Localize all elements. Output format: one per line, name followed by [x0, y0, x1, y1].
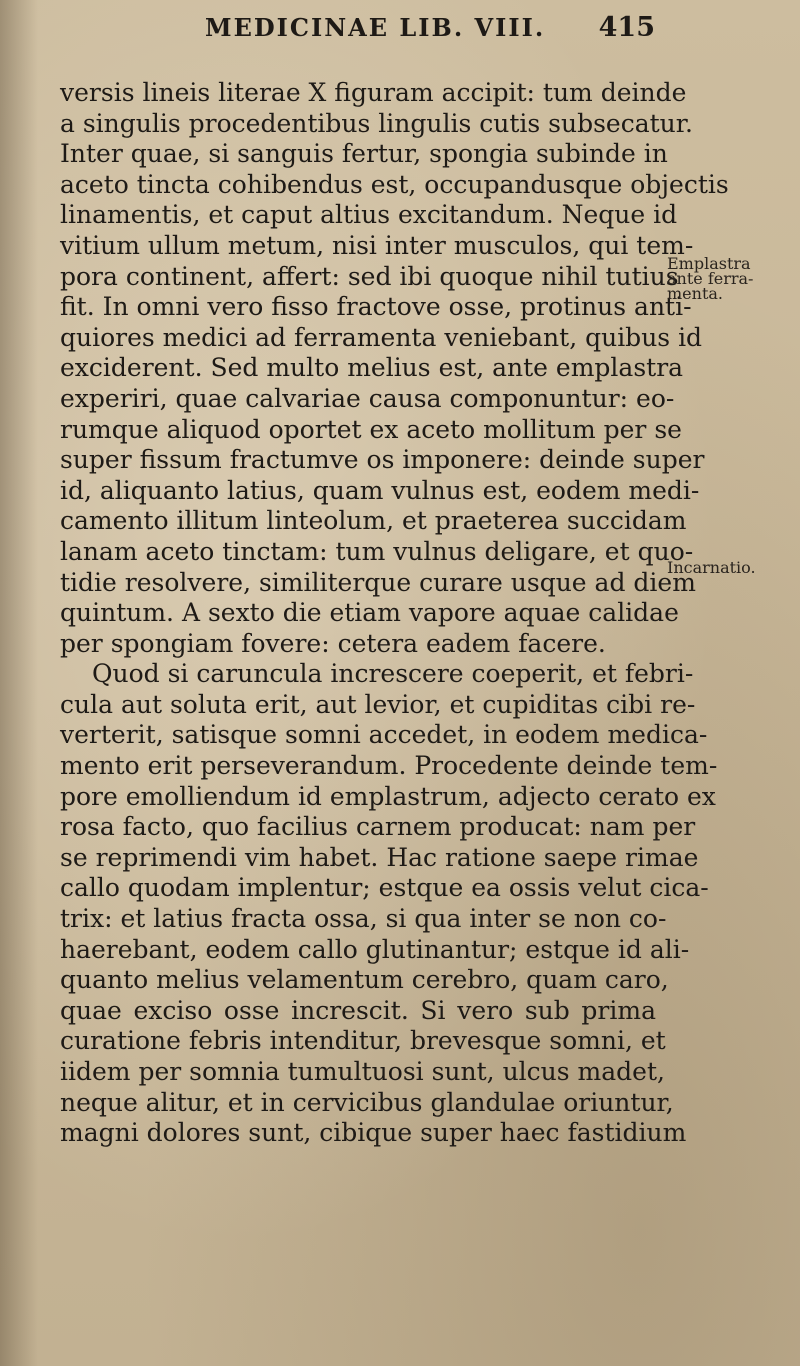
- text-line: quae exciso osse increscit. Si vero sub prima: [60, 995, 656, 1025]
- margin-note-emplastra: [667, 256, 797, 301]
- text-line: versis lineis literae X figuram accipit: tum deinde: [60, 78, 687, 107]
- text-line: verterit, satisque somni accedet, in eodem medica-: [60, 720, 708, 750]
- text-line: Inter quae, si sanguis fertur, spongia subinde in: [60, 139, 668, 169]
- margin-note-line: menta.: [667, 284, 723, 303]
- text-line: mento erit perseverandum. Procedente deinde tem-: [60, 751, 718, 781]
- paragraph-start-line: Quod si caruncula increscere coeperit, et febri-: [92, 659, 694, 689]
- margin-note-incarnatio: [667, 560, 797, 575]
- text-line: cula aut soluta erit, aut levior, et cupiditas cibi re-: [60, 689, 696, 719]
- text-line: rumque aliquod oportet ex aceto mollitum per se: [60, 414, 682, 444]
- text-line: iidem per somnia tumultuosi sunt, ulcus madet,: [60, 1057, 665, 1086]
- text-line: super fissum fractumve os imponere: deinde super: [60, 445, 705, 475]
- text-line: linamentis, et caput altius excitandum. Neque id: [60, 200, 678, 230]
- text-line: neque alitur, et in cervicibus glandulae oriuntur,: [60, 1087, 674, 1117]
- text-line: pore emolliendum id emplastrum, adjecto cerato ex: [60, 781, 716, 811]
- text-line: se reprimendi vim habet. Hac ratione saepe rimae: [60, 842, 699, 872]
- text-line: quintum. A sexto die etiam vapore aquae calidae: [60, 598, 679, 628]
- text-line: aceto tincta cohibendus est, occupandusque objectis: [60, 169, 729, 199]
- text-line: fit. In omni vero fisso fractove osse, protinus anti-: [60, 292, 692, 322]
- text-line: quanto melius velamentum cerebro, quam caro,: [60, 965, 669, 995]
- gutter-shadow: [0, 0, 38, 1366]
- running-head: [205, 12, 655, 43]
- text-line: pora continent, affert: sed ibi quoque nihil tutius: [60, 261, 679, 291]
- text-line: experiri, quae calvariae causa componuntur: eo-: [60, 383, 675, 413]
- text-line: camento illitum linteolum, et praeterea succidam: [60, 506, 687, 536]
- text-line: tidie resolvere, similiterque curare usque ad diem: [60, 567, 696, 597]
- text-line: rosa facto, quo facilius carnem producat: nam per: [60, 812, 696, 842]
- text-line: per spongiam fovere: cetera eadem facere.: [60, 628, 606, 658]
- margin-note-line: Emplastra: [667, 254, 751, 273]
- text-line: a singulis procedentibus lingulis cutis subsecatur.: [60, 108, 693, 138]
- text-line: curatione febris intenditur, brevesque somni, et: [60, 1026, 666, 1056]
- text-line: lanam aceto tinctam: tum vulnus deligare, et quo-: [60, 536, 694, 566]
- margin-note-line: ante ferra-: [667, 269, 754, 288]
- text-line: quiores medici ad ferramenta veniebant, quibus id: [60, 322, 703, 352]
- text-line: callo quodam implentur; estque ea ossis velut cica-: [60, 873, 709, 903]
- text-line: trix: et latius fracta ossa, si qua inter se non co-: [60, 904, 667, 934]
- text-line: haerebant, eodem callo glutinantur; estque id ali-: [60, 934, 690, 964]
- text-line: magni dolores sunt, cibique super haec fastidium: [60, 1118, 687, 1148]
- running-title: MEDICINAE LIB. VIII.: [205, 13, 546, 42]
- text-line: exciderent. Sed multo melius est, ante emplastra: [60, 353, 684, 383]
- text-line: id, aliquanto latius, quam vulnus est, eodem medi-: [60, 475, 700, 505]
- page-number: 415: [598, 12, 655, 43]
- margin-note-line: Incarnatio.: [667, 558, 756, 577]
- text-line: vitium ullum metum, nisi inter musculos, qui tem-: [60, 230, 694, 260]
